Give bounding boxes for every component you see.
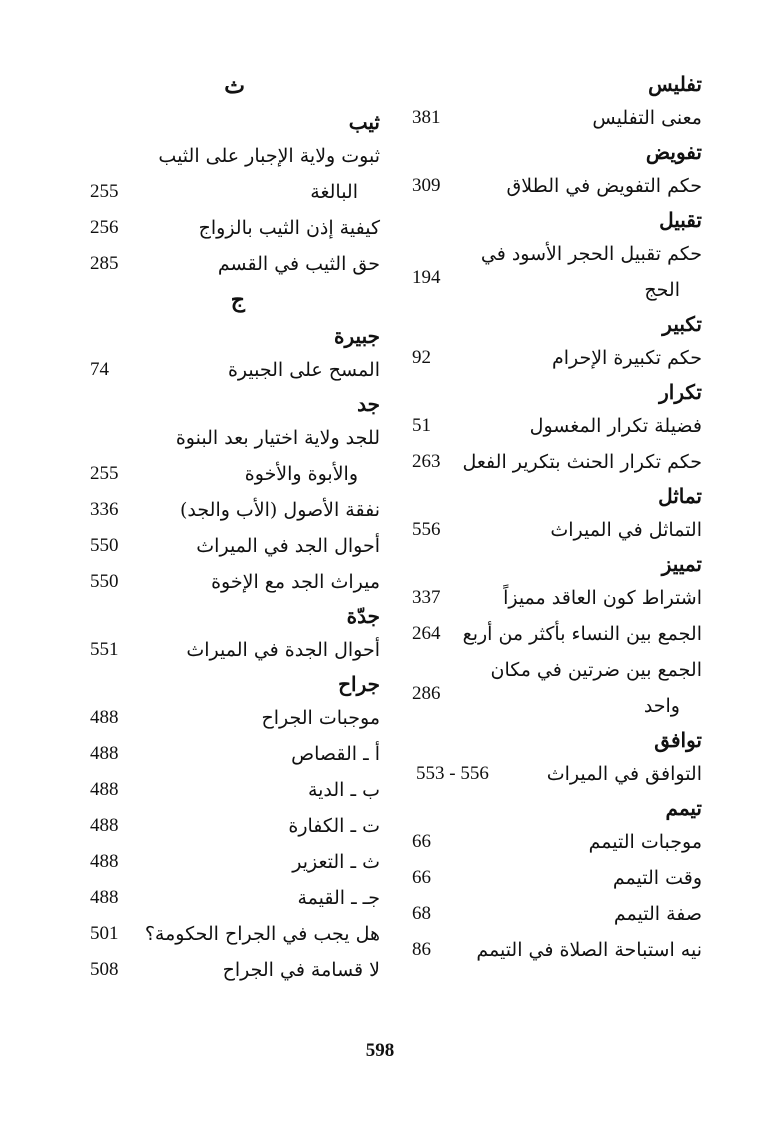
entry-text: ميراث الجد مع الإخوة: [211, 571, 380, 593]
index-heading: [402, 376, 702, 408]
entry-text: الجمع بين ضرتين في مكان: [490, 659, 702, 681]
entry-text: توافق: [654, 728, 702, 752]
index-entry: [80, 808, 380, 844]
index-entry: [402, 340, 702, 376]
entry-text: واحد: [643, 695, 680, 717]
index-entry: [402, 932, 702, 968]
entry-text: تفويض: [645, 140, 702, 164]
index-entry: [80, 880, 380, 916]
page-reference: 488: [90, 707, 119, 728]
page-reference: 256: [90, 217, 119, 238]
page-reference: 488: [90, 779, 119, 800]
entry-text: ب ـ الدية: [307, 779, 380, 801]
index-entry: [80, 564, 380, 600]
index-entry: [402, 652, 702, 688]
index-entry: [402, 860, 702, 896]
index-entry-continuation: [80, 174, 380, 210]
entry-text: جـ ـ القيمة: [297, 887, 380, 909]
index-heading: [402, 204, 702, 236]
entry-text: هل يجب في الجراح الحكومة؟: [144, 923, 380, 945]
index-entry: [80, 210, 380, 246]
page-reference: 255: [90, 181, 119, 202]
index-heading: [80, 320, 380, 352]
entry-text: تماثل: [658, 484, 702, 508]
index-entry: [80, 492, 380, 528]
entry-text: تقبيل: [659, 208, 702, 232]
index-entry: [80, 632, 380, 668]
entry-text: تكرار: [659, 380, 702, 404]
page-reference: 550: [90, 535, 119, 556]
entry-text: وقت التيمم: [612, 867, 702, 889]
entry-text: موجبات التيمم: [588, 831, 702, 853]
index-entry: [402, 824, 702, 860]
page-reference: 66: [412, 831, 431, 852]
index-heading: [402, 480, 702, 512]
index-entry: [80, 952, 380, 988]
entry-text: موجبات الجراح: [261, 707, 380, 729]
entry-text: البالغة: [310, 181, 358, 203]
page-reference: 553 - 556: [416, 763, 489, 784]
page-reference: 51: [412, 415, 431, 436]
index-heading: [80, 668, 380, 700]
entry-text: أحوال الجد في الميراث: [196, 535, 380, 557]
index-heading: [402, 724, 702, 756]
entry-text: نيه استباحة الصلاة في التيمم: [476, 939, 702, 961]
page-reference: 285: [90, 253, 119, 274]
index-entry: [80, 772, 380, 808]
page-reference: 488: [90, 851, 119, 872]
entry-text: حكم تكرار الحنث بتكرير الفعل: [462, 451, 702, 473]
index-entry: [402, 444, 702, 480]
section-letter: [80, 282, 380, 320]
index-entry: [402, 580, 702, 616]
page-reference: 501: [90, 923, 119, 944]
index-entry: [80, 352, 380, 388]
index-entry: [80, 528, 380, 564]
entry-text: للجد ولاية اختيار بعد البنوة: [175, 427, 380, 449]
entry-text: والأبوة والأخوة: [244, 463, 358, 485]
entry-text: ثبوت ولاية الإجبار على الثيب: [158, 145, 380, 167]
page-reference: 381: [412, 107, 441, 128]
index-entry-continuation: [402, 683, 702, 724]
page-reference: 336: [90, 499, 119, 520]
page-reference: 508: [90, 959, 119, 980]
index-entry: [80, 700, 380, 736]
index-heading: [402, 136, 702, 168]
index-entry: [80, 916, 380, 952]
page-reference: 488: [90, 815, 119, 836]
entry-text: أ ـ القصاص: [291, 743, 380, 765]
page-reference: 74: [90, 359, 109, 380]
index-heading: [402, 308, 702, 340]
index-entry-continuation: [80, 456, 380, 492]
entry-text: التماثل في الميراث: [550, 519, 702, 541]
entry-text: جدّة: [346, 604, 380, 628]
page-reference: 556: [412, 519, 441, 540]
entry-text: تيمم: [665, 796, 702, 820]
index-column-right: [402, 68, 702, 968]
entry-text: أحوال الجدة في الميراث: [186, 639, 380, 661]
entry-text: ثيب: [348, 110, 380, 134]
entry-text: التوافق في الميراث: [546, 763, 702, 785]
index-entry: [402, 168, 702, 204]
page-reference: 337: [412, 587, 441, 608]
entry-text: لا قسامة في الجراح: [222, 959, 380, 981]
page-reference: 264: [412, 623, 441, 644]
page-reference: 86: [412, 939, 431, 960]
entry-text: ث: [224, 73, 245, 99]
entry-text: تفليس: [648, 72, 702, 96]
entry-text: نفقة الأصول (الأب والجد): [180, 499, 380, 521]
entry-text: حكم تكبيرة الإحرام: [551, 347, 702, 369]
entry-text: الحج: [644, 279, 680, 301]
index-entry: [80, 246, 380, 282]
page-reference: 488: [90, 743, 119, 764]
entry-text: ث ـ التعزير: [292, 851, 380, 873]
entry-text: اشتراط كون العاقد مميزاً: [503, 587, 702, 609]
entry-text: حكم التفويض في الطلاق: [506, 175, 702, 197]
entry-text: حكم تقبيل الحجر الأسود في: [480, 243, 702, 265]
index-column-left: [80, 68, 380, 988]
entry-text: جراح: [338, 672, 380, 696]
index-entry: [80, 420, 380, 456]
page-reference: 66: [412, 867, 431, 888]
index-heading: [402, 548, 702, 580]
entry-text: الجمع بين النساء بأكثر من أربع: [462, 623, 702, 645]
page-reference: 286: [412, 683, 441, 704]
index-heading: [402, 68, 702, 100]
entry-text: حق الثيب في القسم: [217, 253, 380, 275]
entry-text: صفة التيمم: [613, 903, 702, 925]
index-entry: [402, 408, 702, 444]
section-letter: [80, 68, 380, 106]
index-entry: [80, 844, 380, 880]
index-entry: [80, 138, 380, 174]
entry-text: جبيرة: [334, 324, 380, 348]
page-reference: 488: [90, 887, 119, 908]
page-reference: 194: [412, 267, 441, 288]
page-reference: 255: [90, 463, 119, 484]
entry-text: المسح على الجبيرة: [227, 359, 380, 381]
index-entry: [402, 616, 702, 652]
page-reference: 68: [412, 903, 431, 924]
entry-text: جد: [357, 392, 380, 416]
entry-text: تمييز: [661, 552, 702, 576]
entry-text: ج: [230, 287, 245, 313]
page-reference: 309: [412, 175, 441, 196]
page-reference: 551: [90, 639, 119, 660]
page-reference: 92: [412, 347, 431, 368]
page-reference: 550: [90, 571, 119, 592]
index-entry: [402, 236, 702, 272]
entry-text: كيفية إذن الثيب بالزواج: [198, 217, 380, 239]
entry-text: معنى التفليس: [592, 107, 702, 129]
index-entry: [402, 512, 702, 548]
index-heading: [402, 792, 702, 824]
entry-text: فضيلة تكرار المغسول: [529, 415, 702, 437]
index-heading: [80, 388, 380, 420]
index-entry: [402, 896, 702, 932]
index-heading: [80, 600, 380, 632]
index-heading: [80, 106, 380, 138]
index-entry: [80, 736, 380, 772]
entry-text: ت ـ الكفارة: [288, 815, 380, 837]
page-number: 598: [365, 1040, 395, 1061]
index-entry: [402, 100, 702, 136]
page-reference: 263: [412, 451, 441, 472]
entry-text: تكبير: [662, 312, 702, 336]
index-entry: [402, 756, 702, 792]
index-entry-continuation: [402, 267, 702, 308]
